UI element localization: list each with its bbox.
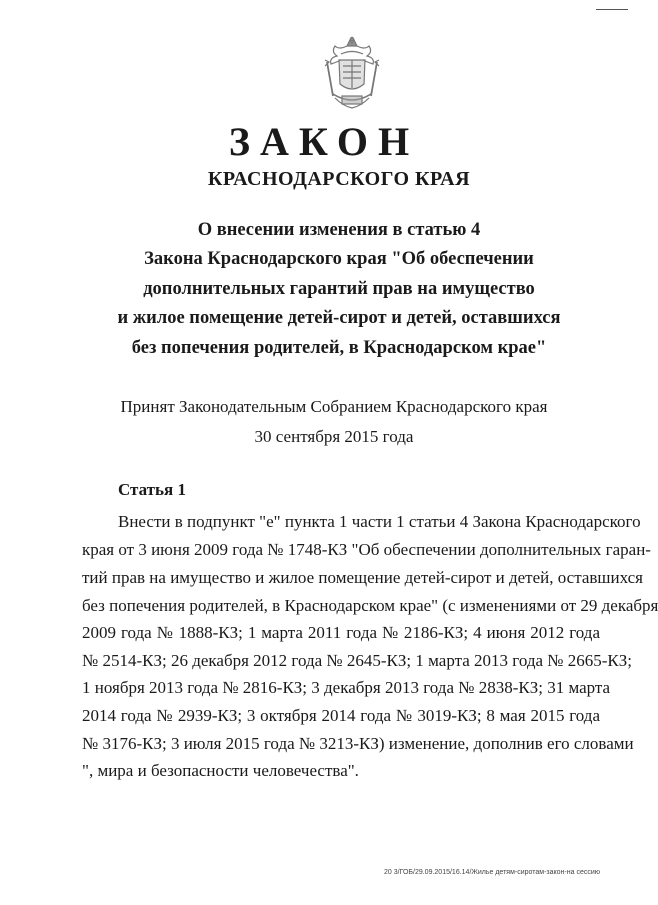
heading-line-4: и жилое помещение детей-сирот и детей, оставшихся <box>117 308 561 328</box>
region-title: КРАСНОДАРСКОГО КРАЯ <box>207 168 471 190</box>
adopted-by: Принят Законодательным Собранием Краснодарского края <box>120 397 548 416</box>
heading-line-5: без попечения родителей, в Краснодарском крае" <box>131 338 547 358</box>
article-line-1: Внести в подпункт "е" пункта 1 части 1 статьи 4 Закона Краснодарского <box>118 512 641 531</box>
top-rule <box>596 9 628 10</box>
article-line-7: 1 ноября 2013 года № 2816-КЗ; 3 декабря 2013 года № 2838-КЗ; 31 марта <box>82 678 611 697</box>
article-line-8: 2014 года № 2939-КЗ; 3 октября 2014 года № 3019-КЗ; 8 мая 2015 года <box>82 706 600 725</box>
article-line-6: № 2514-КЗ; 26 декабря 2012 года № 2645-КЗ; 1 марта 2013 года № 2665-КЗ; <box>82 651 632 670</box>
footer-file-path: 20 3/ГОБ/29.09.2015/16.14/Жилье детям-сиротам-закон-на сессию <box>384 869 601 876</box>
article-line-9: № 3176-КЗ; 3 июля 2015 года № 3213-КЗ) изменение, дополнив его словами <box>82 734 634 753</box>
article-line-3: тий прав на имущество и жилое помещение детей-сирот и детей, оставшихся <box>82 568 643 587</box>
article-line-5: 2009 года № 1888-КЗ; 1 марта 2011 года № 2186-КЗ; 4 июня 2012 года <box>82 623 600 642</box>
article-label: Статья 1 <box>118 480 186 499</box>
article-line-4: без попечения родителей, в Краснодарском крае" (с изменениями от 29 декабря <box>82 596 658 615</box>
heading-line-3: дополнительных гарантий прав на имущество <box>143 279 535 299</box>
article-line-2: края от 3 июня 2009 года № 1748-КЗ "Об обеспечении дополнительных гаран- <box>82 540 651 559</box>
coat-of-arms-icon <box>317 36 387 112</box>
adopted-date: 30 сентября 2015 года <box>254 427 414 446</box>
article-line-10: ", мира и безопасности человечества". <box>82 761 359 780</box>
heading-line-2: Закона Краснодарского края "Об обеспечении <box>144 249 534 269</box>
heading-line-1: О внесении изменения в статью 4 <box>197 220 481 240</box>
law-title: ЗАКОН <box>228 119 420 164</box>
